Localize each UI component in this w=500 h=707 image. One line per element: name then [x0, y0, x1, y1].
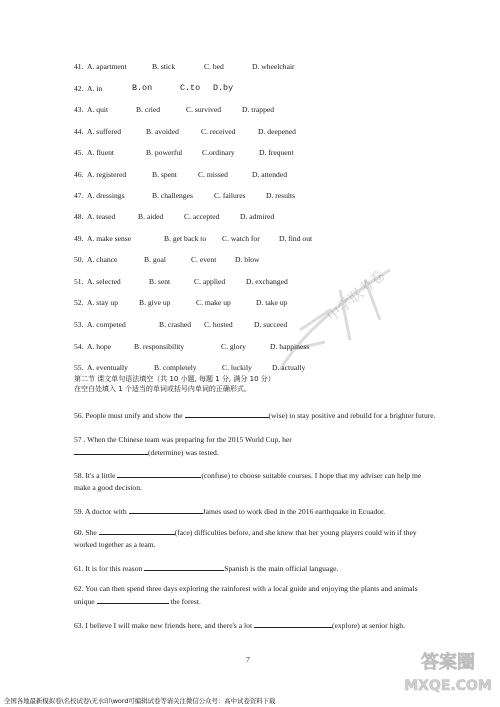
option-a: A. quit	[87, 105, 109, 114]
question-number: 44.	[74, 127, 84, 136]
option-c: C. glory	[221, 342, 246, 351]
option-d: D.by	[213, 83, 234, 93]
option-d: D. take up	[256, 298, 288, 307]
option-b: B. aided	[138, 212, 164, 221]
answer-blank[interactable]	[129, 505, 203, 514]
option-d: D. trapped	[242, 105, 275, 114]
question-number: 53.	[74, 320, 84, 329]
site-logo	[402, 640, 494, 696]
option-a: A. eventually	[87, 363, 128, 372]
question-number: 54.	[74, 342, 84, 351]
option-a: A. teased	[87, 212, 116, 221]
option-c: C. luckily	[222, 363, 252, 372]
option-c: C.to	[180, 83, 201, 93]
watermark-text: 中学联考卷	[324, 267, 389, 326]
answer-blank[interactable]	[254, 619, 332, 628]
page-number: 7	[246, 655, 250, 664]
option-c: C. received	[201, 127, 236, 136]
question-62: 62. You can then spend three days exploring the rainforest with a local guide and enjoying the plants and animals unique the forest.	[74, 584, 418, 606]
option-d: D. admired	[240, 212, 275, 221]
question-number: 41.	[74, 62, 84, 71]
option-b: B. stick	[152, 62, 176, 71]
logo-graphic	[402, 640, 494, 696]
section-instruction: 在空白处填入 1 个适当的单词或括号内单词的正确形式。	[74, 385, 251, 393]
question-60: 60. She (face) difficulties before, and she knew that her young players could win if they worked together as a team.	[74, 528, 417, 549]
option-a: A. make sense	[87, 234, 132, 243]
question-number: 49.	[74, 234, 84, 243]
question-number: 48.	[74, 212, 84, 221]
option-c: C. watch for	[222, 234, 260, 243]
option-b: B. sent	[149, 277, 171, 286]
option-b: B. crashed	[159, 320, 192, 329]
option-b: B. cried	[136, 105, 161, 114]
option-b: B. spent	[152, 170, 177, 179]
option-b: B. challenges	[152, 191, 193, 200]
option-b: B.on	[132, 83, 153, 93]
question-number: 51.	[74, 277, 84, 286]
question-61: 61. It is for this reason Spanish is the main official language.	[74, 564, 339, 573]
option-a: A. stay up	[87, 298, 119, 307]
question-58: 58. It's a little (confuse) to choose suitable courses. I hope that my adviser can help me make a good decision.	[74, 471, 422, 492]
option-b: B. responsibility	[134, 342, 185, 351]
option-d: D. deepened	[258, 127, 296, 136]
question-number: 47.	[74, 191, 84, 200]
question-number: 43.	[74, 105, 84, 114]
option-b: B. goal	[144, 255, 166, 264]
option-a: A. hope	[87, 342, 112, 351]
answer-blank[interactable]	[144, 562, 224, 571]
option-b: B. give up	[139, 298, 171, 307]
option-d: D. find out	[279, 234, 313, 243]
option-a: A. apartment	[87, 62, 127, 71]
answer-blank[interactable]	[97, 595, 169, 604]
question-number: 50.	[74, 255, 84, 264]
option-a: A. suffered	[87, 127, 122, 136]
option-a: A. chance	[87, 255, 118, 264]
option-d: D. results	[266, 191, 296, 200]
option-a: A. fluent	[87, 148, 114, 157]
logo-title: 答案圈	[421, 652, 475, 673]
option-d: D. frequent	[259, 148, 294, 157]
option-a: A. in	[87, 84, 103, 93]
question-number: 46.	[74, 170, 84, 179]
question-number: 55.	[74, 363, 84, 372]
option-c: C. bed	[204, 62, 224, 71]
option-b: B. get back to	[164, 234, 207, 243]
option-d: D. happiness	[270, 342, 310, 351]
option-c: C.ordinary	[202, 148, 235, 157]
option-d: D. succeed	[254, 320, 288, 329]
answer-blank[interactable]	[74, 446, 148, 455]
question-number: 52.	[74, 298, 84, 307]
section-title: 第二节 课文单句语法填空（共 10 小题, 每题 1 分, 满分 10 分）	[74, 375, 275, 383]
question-number: 45.	[74, 148, 84, 157]
question-number: 42.	[74, 84, 84, 93]
option-c: C. applied	[194, 277, 226, 286]
question-56: 56. People must unify and show the (wise) to stay positive and rebuild for a brighter future.	[74, 411, 436, 420]
option-c: C. failures	[214, 191, 246, 200]
option-d: D. attended	[252, 170, 288, 179]
option-d: D. exchanged	[246, 277, 288, 286]
footer-notice: 全国各地最新模拟卷\名校试卷\无水印\word可编辑试卷等请关注微信公众号：高中试卷资料下载	[4, 697, 276, 705]
option-a: A. registered	[87, 170, 127, 179]
option-a: A. dressings	[87, 191, 125, 200]
option-c: C. missed	[198, 170, 228, 179]
option-a: A. competed	[87, 320, 126, 329]
answer-blank[interactable]	[185, 409, 269, 418]
option-c: C. event	[191, 255, 217, 264]
logo-domain: MXQE.COM	[404, 678, 492, 694]
option-c: C. accepted	[184, 212, 220, 221]
option-a: A. selected	[87, 277, 121, 286]
option-c: C. hosted	[204, 320, 233, 329]
option-b: B. completely	[154, 363, 197, 372]
answer-blank[interactable]	[99, 526, 175, 535]
option-c: C. make up	[196, 298, 231, 307]
option-d: D. wheelchair	[252, 62, 295, 71]
answer-blank[interactable]	[117, 469, 201, 478]
question-59: 59. A doctor with James used to work died in the 2016 earthquake in Ecuador.	[74, 507, 386, 516]
question-63: 63. I believe I will make new friends here, and there's a lot (explore) at senior high.	[74, 621, 405, 630]
option-b: B. avoided	[146, 127, 179, 136]
question-57: 57 . When the Chinese team was preparing for the 2015 World Cup, her (determine) was tested.	[74, 435, 292, 457]
option-d: D. blow	[235, 255, 260, 264]
option-c: C. survived	[186, 105, 222, 114]
option-b: B. powerful	[146, 148, 183, 157]
option-d: D. actually	[272, 363, 306, 372]
